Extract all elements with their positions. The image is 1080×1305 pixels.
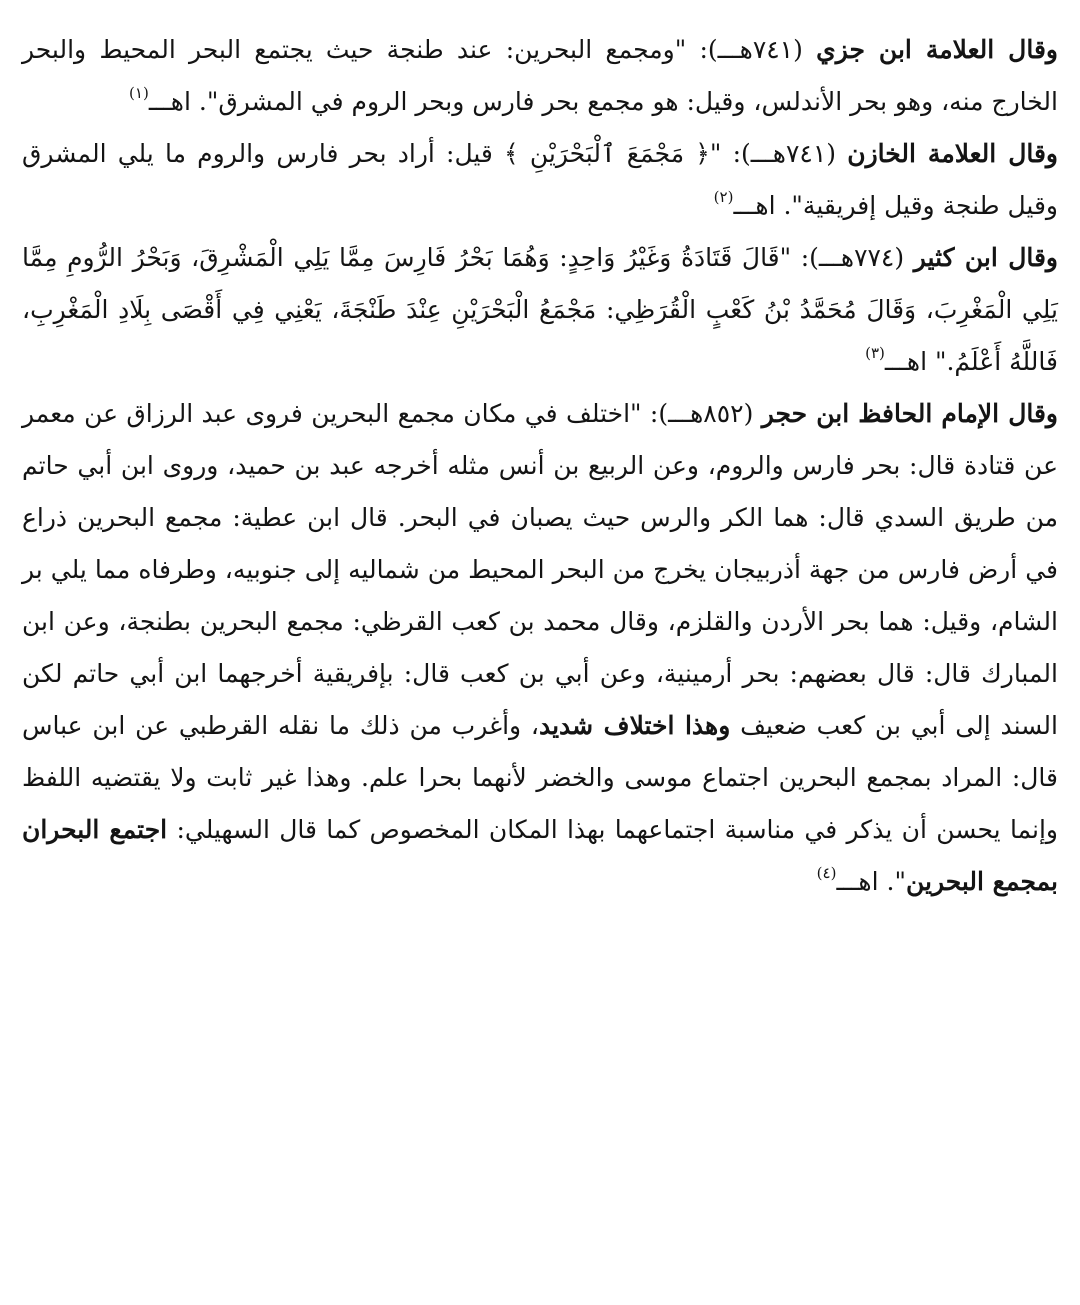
paragraph-ibn-kathir <box>22 232 1058 388</box>
death-date: (٧٤١هـــ) <box>741 139 837 168</box>
author-name: وقال العلامة الخازن <box>847 139 1058 168</box>
author-name: وقال الإمام الحافظ ابن حجر <box>761 399 1059 428</box>
author-name: وقال العلامة ابن جزي <box>816 35 1058 64</box>
footnote-marker: (٤) <box>816 864 837 882</box>
death-date: (٨٥٢هـــ) <box>658 399 754 428</box>
death-date: (٧٤١هـــ) <box>707 35 803 64</box>
emphasis-text: اجتمع البحران بمجمع البحرين <box>22 815 1058 896</box>
footnote-marker: (٢) <box>713 188 734 206</box>
quote-text-continued: ، وأغرب من ذلك ما نقله القرطبي عن ابن عباس قال: المراد بمجمع البحرين اجتماع موسى والخضر لأنهما بحرا علم. وهذا غير ثابت ولا يقتضيه اللفظ وإنما يحسن أن يذكر في مناسبة اجتماعهما بهذا المكان المخصوص كما قال السهيلي: <box>22 711 1059 844</box>
author-name: وقال ابن كثير <box>913 243 1058 272</box>
footnote-marker: (٣) <box>865 344 885 362</box>
quote-text: : "ومجمع البحرين: عند طنجة حيث يجتمع البحر المحيط والبحر الخارج منه، وهو بحر الأندلس، وقيل: هو مجمع بحر فارس وبحر الروم في المشرق". اهـــ <box>22 35 1058 116</box>
footnote-marker: (١) <box>129 84 149 102</box>
quote-ending: ". اهـــ <box>836 867 906 896</box>
paragraph-al-khazin <box>22 128 1058 232</box>
quote-text: : "قَالَ قَتَادَةُ وَغَيْرُ وَاحِدٍ: وَهُمَا بَحْرُ فَارِسَ مِمَّا يَلِي الْمَشْرِقَ، وَبَحْرُ الرُّومِ مِمَّا يَلِي الْمَغْرِبَ، وَقَالَ مُحَمَّدُ بْنُ كَعْبٍ الْقُرَظِي: مَجْمَعُ الْبَحْرَيْنِ عِنْدَ طَنْجَةَ، يَعْنِي فِي أَقْصَى بِلَادِ الْمَغْرِبِ، فَاللَّهُ أَعْلَمُ." اهـــ <box>22 243 1058 376</box>
paragraph-ibn-hajar <box>22 388 1058 908</box>
emphasis-text: وهذا اختلاف شديد <box>538 711 731 740</box>
death-date: (٧٧٤هـــ) <box>809 243 905 272</box>
quote-text: : "﴿ مَجْمَعَ ٱلْبَحْرَيْنِ ﴾ قيل: أراد بحر فارس والروم ما يلي المشرق وقيل طنجة وقيل إفريقية". اهـــ <box>22 139 1058 220</box>
paragraph-ibn-juzayy <box>22 24 1058 128</box>
document-page <box>22 24 1058 908</box>
quote-text: : "اختلف في مكان مجمع البحرين فروى عبد الرزاق عن معمر عن قتادة قال: بحر فارس والروم، وعن الربيع بن أنس مثله أخرجه عبد بن حميد، وروى ابن أبي حاتم من طريق السدي قال: هما الكر والرس حيث يصبان في البحر. قال ابن عطية: مجمع البحرين ذراع في أرض فارس من جهة أذربيجان يخرج من البحر المحيط من شماليه إلى جنوبيه، وطرفاه مما يلي بر الشام، وقيل: هما بحر الأردن والقلزم، وقال محمد بن كعب القرظي: مجمع البحرين بطنجة، وعن ابن المبارك قال: قال بعضهم: بحر أرمينية، وعن أبي بن كعب قال: بإفريقية أخرجهما ابن أبي حاتم لكن السند إلى أبي بن كعب ضعيف <box>22 399 1058 740</box>
